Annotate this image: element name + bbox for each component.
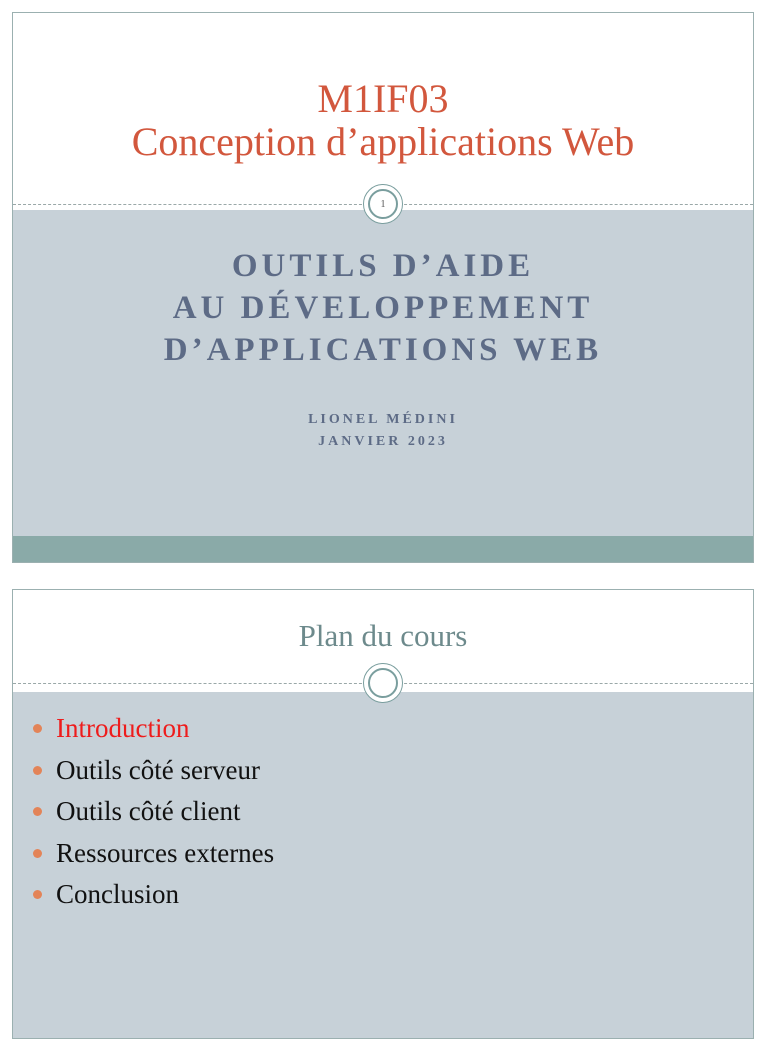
list-item: [33, 874, 274, 916]
slide-1-heading: [13, 245, 753, 371]
slide-1-title: [13, 77, 753, 163]
bullet-dot-icon: [33, 807, 42, 816]
list-item-label: Outils côté serveur: [56, 754, 260, 785]
slide-number: 1: [368, 189, 398, 219]
list-item: [33, 708, 274, 750]
course-name: Conception d’applications Web: [131, 119, 635, 164]
list-item: [33, 791, 274, 833]
ring-ornament: [363, 663, 403, 703]
slide-2-title: Plan du cours: [298, 618, 468, 653]
list-item: [33, 750, 274, 792]
ring-ornament-inner: [368, 668, 398, 698]
slide-1-footer-band: [13, 536, 753, 562]
bullet-dot-icon: [33, 849, 42, 858]
bullet-dot-icon: [33, 766, 42, 775]
slide-2: [12, 589, 754, 1039]
list-item-label: Outils côté client: [56, 796, 241, 826]
heading-line-2: AU DÉVELOPPEMENT: [172, 290, 594, 326]
heading-line-1: OUTILS D’AIDE: [231, 248, 535, 284]
course-code: M1IF03: [317, 76, 449, 121]
list-item: [33, 833, 274, 875]
list-item-label: Introduction: [56, 713, 190, 743]
slide-1: [12, 12, 754, 563]
slide-number-badge: [363, 184, 403, 224]
slide-1-subtitle: [13, 409, 753, 453]
list-item-label: Ressources externes: [56, 837, 275, 868]
author-name: LIONEL MÉDINI: [308, 412, 458, 427]
bullet-dot-icon: [33, 724, 42, 733]
list-item-label: Conclusion: [56, 879, 180, 909]
heading-line-3: D’APPLICATIONS WEB: [163, 332, 603, 368]
course-outline-list: [33, 708, 274, 916]
bullet-dot-icon: [33, 890, 42, 899]
presentation-date: JANVIER 2023: [318, 434, 448, 449]
